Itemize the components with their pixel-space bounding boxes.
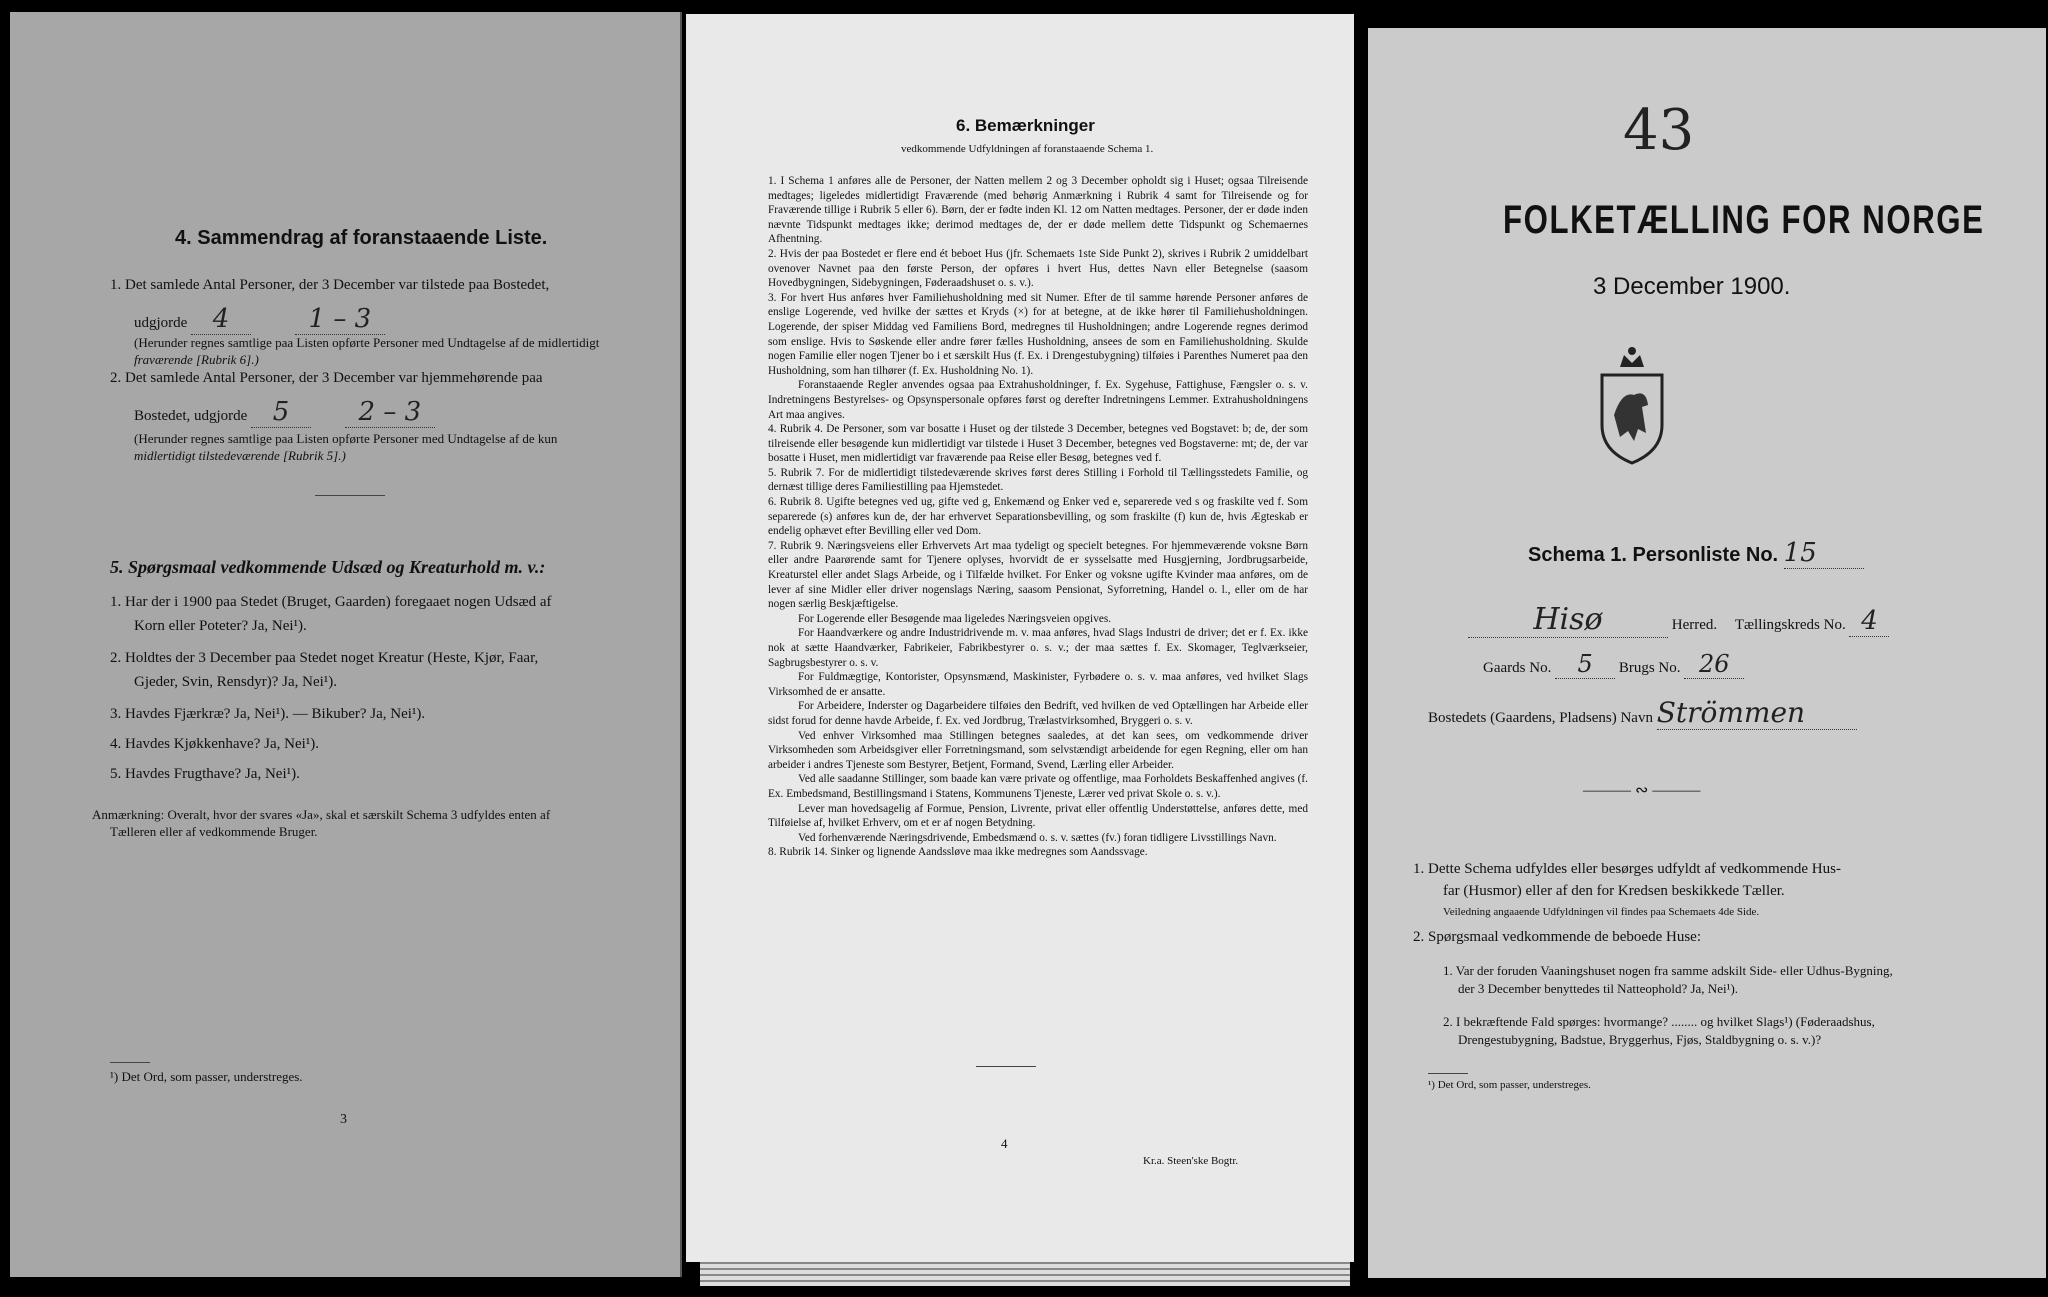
remark-paragraph: 8. Rubrik 14. Sinker og lignende Aandssløve maa ikke medregnes som Aandssvage. (768, 846, 1148, 859)
remarks-list (768, 174, 1308, 860)
instruction-2-q2-cont: Drengestubygning, Badstue, Bryggerhus, Fjøs, Staldbygning o. s. v.)? (1458, 1032, 1822, 1047)
item2-text: 2. Det samlede Antal Personer, der 3 December var hjemmehørende paa (110, 370, 543, 386)
item2-value-a: 5 (251, 397, 311, 428)
remark-paragraph: 5. Rubrik 7. For de midlertidigt tilstedeværende skrives først deres Stilling i Forhold til Tællingsstedets Familie, og dernæst tillige deres Familiestilling paa Hjemstedet. (768, 466, 1308, 494)
personliste-no: 15 (1784, 538, 1864, 569)
remark-paragraph: 1. I Schema 1 anføres alle de Personer, der Natten mellem 2 og 3 December opholdt sig i Huset; ogsaa Tilreisende medtages; ligeledes midlertidigt Fraværende (med behørig Anmærkning i Rubrik 4 samt for Tilreisende og for Fraværende tillige i Rubrik 5 eller 6). Børn, der er fødte inden Kl. 12 om Natten medtages. Personer, der er døde inden nævnte Tidspunkt medtages ikke; derimod medtages de, der er døde mellem dette Tidspunkt og Schemaernes Afhentning. (768, 175, 1308, 246)
middle-page (686, 14, 1354, 1262)
census-date: 3 December 1900. (1593, 273, 1791, 300)
remark-paragraph: Foranstaaende Regler anvendes ogsaa paa Extrahusholdninger, f. Ex. Sygehuse, Fattighuse, Fængsler o. s. v. Indretningens Bestyrelses- og Opsynspersonale opføres først og derefter Indretningens Lemmer. Extrahusholdningens Art maa angives. (768, 379, 1308, 421)
item1-value-a: 4 (191, 304, 251, 335)
printer-mark: Kr.a. Steen'ske Bogtr. (1143, 1155, 1239, 1167)
q2-text: 2. Holdtes der 3 December paa Stedet noget Kreatur (Heste, Kjør, Faar, (110, 650, 539, 666)
remark-text-2: Tælleren eller af vedkommende Bruger. (110, 824, 318, 839)
item1-note-1: (Herunder regnes samtlige paa Listen opførte Personer med Undtagelse af de midlertidigt (134, 335, 600, 350)
remark-paragraph: For Logerende eller Besøgende maa ligeledes Næringsveien opgives. (798, 612, 1112, 625)
instruction-1-cont: far (Husmor) eller af den for Kredsen beskikkede Tæller. (1443, 883, 1785, 899)
taellingskreds-value: 4 (1849, 606, 1889, 637)
instruction-2-q2: 2. I bekræftende Fald spørges: hvormange? ........ og hvilket Slags¹) (Føderaadshus, (1443, 1014, 1875, 1029)
brugs-label: Brugs No. (1618, 660, 1681, 676)
instruction-2-q1-cont: der 3 December benyttedes til Natteophold? Ja, Nei¹). (1458, 981, 1739, 996)
footnote: ¹) Det Ord, som passer, understreges. (1428, 1079, 1591, 1091)
divider (315, 495, 385, 496)
q3-text: 3. Havdes Fjærkræ? Ja, Nei¹). — Bikuber? Ja, Nei¹). (110, 706, 426, 722)
coat-of-arms-icon (1594, 345, 1670, 467)
q5-text: 5. Havdes Frugthave? Ja, Nei¹). (110, 766, 300, 782)
item2-value-b: 2 – 3 (345, 397, 435, 428)
ornament-divider: ——— ∾ ——— (1583, 782, 1701, 799)
remark-paragraph: For Haandværkere og andre Industridrivende m. v. maa anføres, hvad Slags Industri de driver; det er f. Ex. ikke nok at sætte Haandværker, Fabrikeier, Fabrikbestyrer o. s. v.; der maa sættes f. Ex. Skomager, Teglværkseier, Sagbrugsbestyrer o. s. v. (768, 627, 1308, 669)
page-title: FOLKETÆLLING FOR NORGE (1503, 198, 1985, 242)
q1-text: 1. Har der i 1900 paa Stedet (Bruget, Gaarden) foregaaet nogen Udsæd af (110, 594, 552, 610)
footnote-rule (1428, 1073, 1468, 1074)
remark-paragraph: 6. Rubrik 8. Ugifte betegnes ved ug, gifte ved g, Enkemænd og Enker ved e, separerede ved s og fraskilte ved f. Som separerede (s) anføres kun de, der har erhvervet Separationsbevilling, og som fraskilte (f) kun de, hvis Ægteskab er endelig ophævet efter Bevilling eller ved Dom. (768, 496, 1308, 538)
item1-label: udgjorde (134, 315, 188, 331)
item1-value-b: 1 – 3 (295, 304, 385, 335)
page-number: 3 (340, 1112, 347, 1127)
remark-paragraph: For Fuldmægtige, Kontorister, Opsynsmænd, Maskinister, Fyrbødere o. s. v. maa anføres, ved hvilket Slags Virksomhed de er ansatte. (768, 671, 1308, 698)
page-number: 4 (1001, 1136, 1008, 1151)
remark-paragraph: 7. Rubrik 9. Næringsveiens eller Erhvervets Art maa tydeligt og specielt betegnes. For hjemmeværende voksne Børn eller andre Paarørende samt for Tjenere oplyses, hvorvidt de er sysselsatte med Husgjerning, Jordbrugsarbeide, Kreaturstel eller andet Slags Arbeide, og i Tilfælde hvilket. For Enker og voksne ugifte Kvinder maa anføres, om de lever af sine Midler eller driver nogenslags Næring, saasom Pensionat, Syforretning, Handel o. l., eller om de har nogen særlig Beskjæftigelse. (768, 539, 1308, 611)
item1-note-2: fraværende [Rubrik 6].) (134, 352, 259, 367)
q2-answer: Gjeder, Svin, Rensdyr)? Ja, Nei¹). (134, 674, 338, 690)
q4-text: 4. Havdes Kjøkkenhave? Ja, Nei¹). (110, 736, 320, 752)
remark-paragraph: Ved forhenværende Næringsdrivende, Embedsmænd o. s. v. sættes (fv.) foran tidligere Livsstillings Navn. (798, 831, 1277, 844)
instruction-2-q1: 1. Var der foruden Vaaningshuset nogen fra samme adskilt Side- eller Udhus-Bygning, (1443, 963, 1893, 978)
gaards-value: 5 (1555, 650, 1615, 679)
remark-paragraph: Lever man hovedsagelig af Formue, Pension, Livrente, privat eller offentlig Understøttelse, anføres dette, med Tilføielse af, hvilket Erhverv, om et er af nogen Betydning. (768, 802, 1308, 830)
instruction-1-note: Veiledning angaaende Udfyldningen vil findes paa Schemaets 4de Side. (1443, 906, 1760, 918)
remark-paragraph: For Arbeidere, Inderster og Dagarbeidere tilføies den Bedrift, ved hvilken de ved Optællingen har Arbeide eller sidst forud for denne havde Arbeide, f. Ex. ved Jordbrug, Trælastvirksomhed, Bryggeri o. s. v. (768, 700, 1308, 727)
herred-value: Hisø (1468, 602, 1668, 638)
gaards-label: Gaards No. (1483, 660, 1552, 676)
remark-paragraph: Ved alle saadanne Stillinger, som baade kan være private og offentlige, maa Forholdets Beskaffenhed angives (f. Ex. Embedsmand, Bestillingsmand i Statens, Kommunens Tjeneste, Lærer ved privat Skole o. s. v.). (768, 773, 1308, 800)
bosted-label: Bostedets (Gaardens, Pladsens) Navn (1428, 710, 1653, 726)
remark-text-1: Anmærkning: Overalt, hvor der svares «Ja», skal et særskilt Schema 3 udfyldes enten af (92, 807, 551, 822)
item2-note-1: (Herunder regnes samtlige paa Listen opførte Personer med Undtagelse af de kun (134, 431, 558, 446)
section4-title: 4. Sammendrag af foranstaaende Liste. (175, 227, 548, 249)
schema-label: Schema 1. Personliste No. (1528, 544, 1779, 566)
remark-paragraph: 4. Rubrik 4. De Personer, som var bosatte i Huset og der tilstede 3 December, betegnes ved Bogstavet: b; de, der som tilreisende eller besøgende kun midlertidigt var tilstede i Huset 3 December, betegnes ved Bogstaverne: mt; de, der var bosatte i Huset, men midlertidigt var fraværende paa Reise eller Besøg, betegnes ved f. (768, 423, 1308, 465)
section5-title: 5. Spørgsmaal vedkommende Udsæd og Kreaturhold m. v.: (110, 557, 546, 577)
remark-paragraph: 3. For hvert Hus anføres hver Familiehusholdning med sit Numer. Efter de til samme hørende Personer anføres de enslige Logerende, ved hvilke der sættes et Kryds (×) for at betegne, at de ikke hører til Familiehusholdningen. Logerende, der spiser Middag ved Familiens Bord, medregnes til Husholdningen; andre Logerende regnes derimod som enslige. Hvis to Søskende eller andre fører fælles Husholdning, ansees de som en Familiehusholdning. Skulde nogen Familie eller nogen Tjener bo i et særskilt Hus (f. Ex. i Drengestubygning) tilføies i Parenthes Numeret paa den Husholdning, som han tilhører (f. Ex. Husholdning No. 1). (768, 291, 1308, 377)
item1-text: 1. Det samlede Antal Personer, der 3 December var tilstede paa Bostedet, (110, 277, 550, 293)
instruction-1: 1. Dette Schema udfyldes eller besørges udfyldt af vedkommende Hus- (1413, 861, 1841, 877)
q1-answer: Korn eller Poteter? Ja, Nei¹). (134, 618, 307, 634)
footnote: ¹) Det Ord, som passer, understreges. (110, 1069, 303, 1084)
herred-label: Herred. (1671, 617, 1718, 633)
left-page (10, 12, 682, 1277)
footnote-rule (110, 1062, 150, 1063)
item2-note-2: midlertidigt tilstedeværende [Rubrik 5].) (134, 448, 346, 463)
remark-paragraph: 2. Hvis der paa Bostedet er flere end ét beboet Hus (jfr. Schemaets 1ste Side Punkt 2), skrives i Rubrik 2 umiddelbart ovenover Navnet paa den første Person, der opføres i hvert Hus, dettes Navn eller Betegnelse (saasom Hovedbygningen, Sidebygningen, Føderaadshuset o. s. v.). (768, 247, 1308, 290)
taellingskreds-label: Tællingskreds No. (1734, 617, 1846, 633)
handwritten-number: 43 (1623, 98, 1695, 163)
remarks-title: 6. Bemærkninger (956, 116, 1095, 135)
bosted-value: Strömmen (1657, 696, 1857, 730)
remarks-subtitle: vedkommende Udfyldningen af foranstaaende Schema 1. (901, 143, 1154, 155)
remark-paragraph: Ved enhver Virksomhed maa Stillingen betegnes saaledes, at det kan sees, om vedkommende driver Virksomheden som Arbeidsgiver eller Forretningsmand, som selvstændigt arbeidende for egen Regning, eller om han arbeider i andres Tjeneste som Bestyrer, Betjent, Formand, Svend, Lærling eller Arbeider. (768, 729, 1308, 771)
right-page (1368, 28, 2046, 1278)
divider (976, 1066, 1036, 1067)
instruction-2: 2. Spørgsmaal vedkommende de beboede Huse: (1413, 929, 1701, 945)
item2-label: Bostedet, udgjorde (134, 408, 248, 424)
brugs-value: 26 (1684, 650, 1744, 679)
